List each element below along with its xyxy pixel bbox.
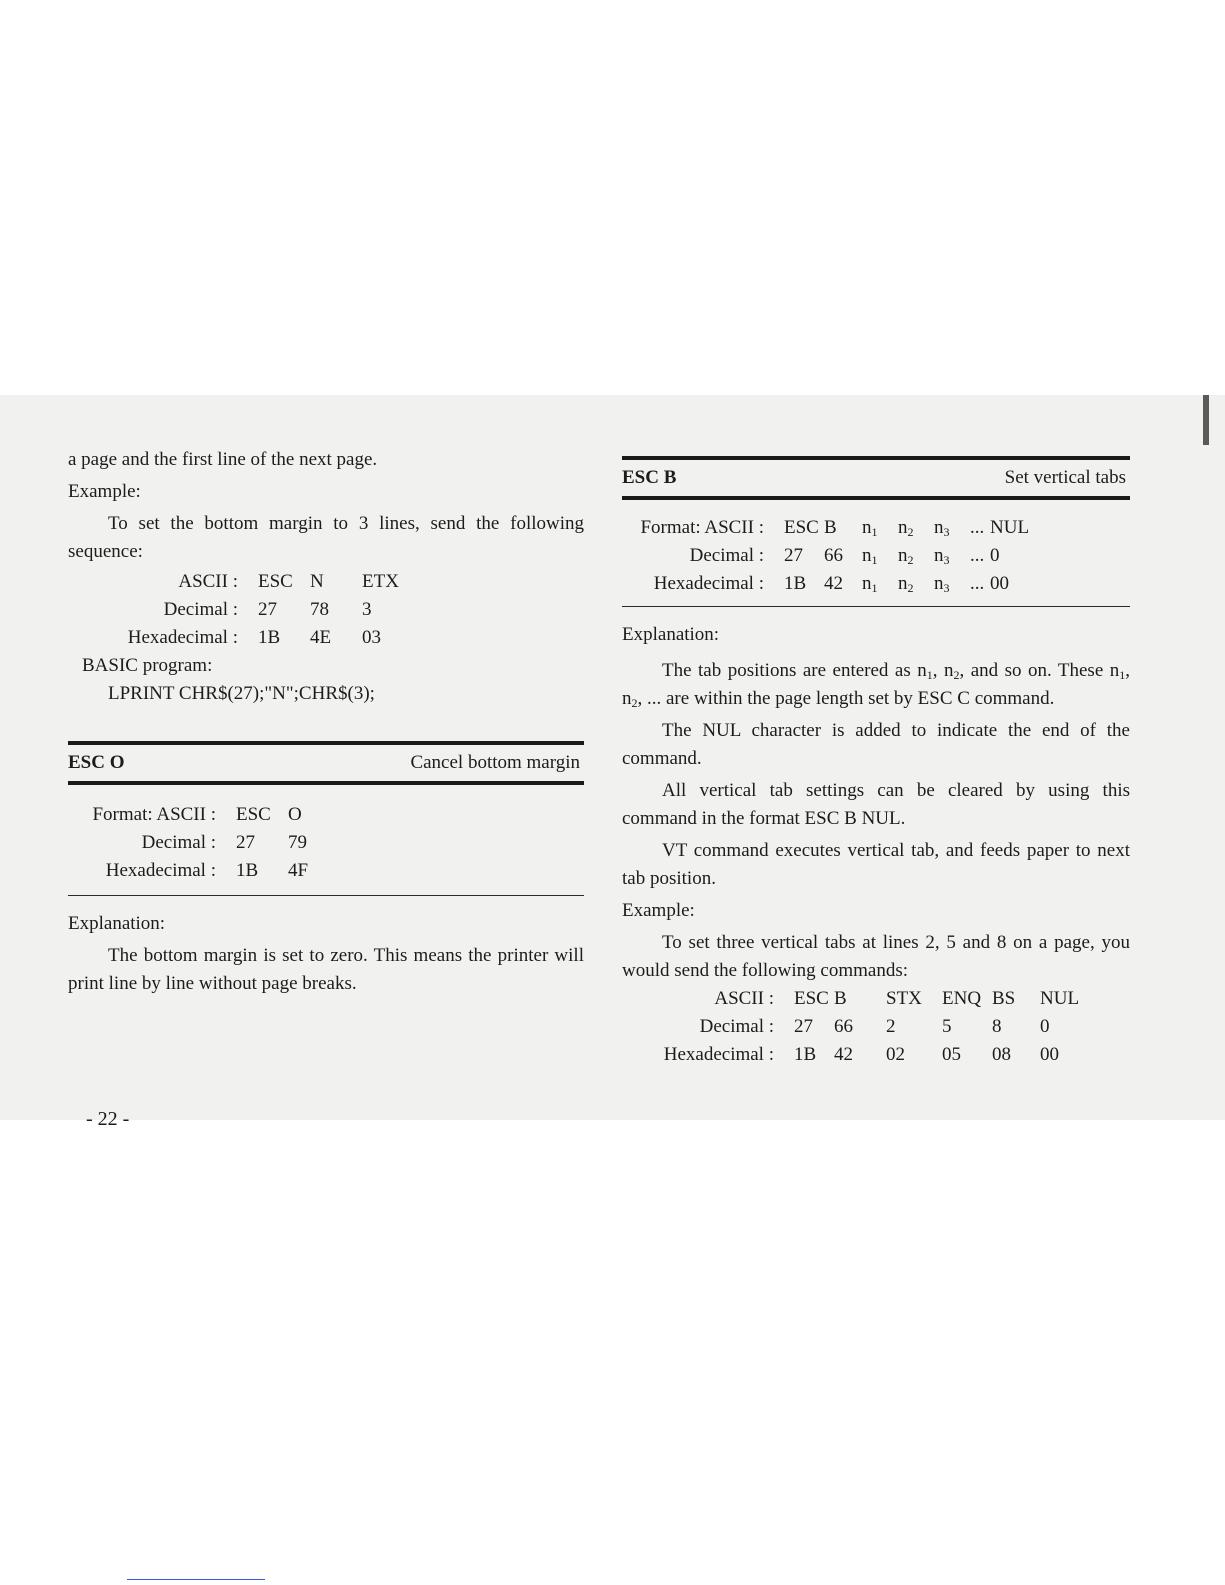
- example-text: To set the bottom margin to 3 lines, send the following sequence:: [68, 513, 584, 562]
- param-n1: $n_1$: [862, 573, 878, 595]
- right-column: [622, 446, 1130, 1069]
- row-label: Decimal :: [689, 545, 764, 566]
- row-value: NUL: [1040, 988, 1080, 1009]
- row-label: Hexadecimal :: [663, 1044, 774, 1065]
- example-row-hex: [622, 1041, 1130, 1069]
- row-label: Decimal :: [141, 832, 216, 853]
- row-value: 27: [236, 832, 255, 853]
- row-label: ASCII :: [178, 571, 238, 592]
- row-label: Hexadecimal :: [105, 860, 216, 881]
- format-row-hex: [622, 570, 1130, 598]
- row-value: STX: [886, 988, 922, 1009]
- command-name: ESC O: [68, 752, 125, 773]
- heavy-rule: [68, 781, 584, 785]
- row-tail: NUL: [990, 517, 1030, 538]
- example-row-decimal: [68, 596, 584, 624]
- command-title: Set vertical tabs: [1004, 467, 1126, 488]
- basic-code: LPRINT CHR$(27);"N";CHR$(3);: [108, 683, 375, 704]
- example-text: To set three vertical tabs at lines 2, 5 and 8 on a page, you would send the following commands:: [622, 932, 1130, 981]
- ellipsis: ...: [970, 573, 985, 594]
- example-label: Example:: [622, 900, 695, 921]
- row-value: 1B: [794, 1044, 817, 1065]
- row-value: ESC: [258, 571, 293, 592]
- row-value: O: [288, 804, 302, 825]
- row-value: 27: [794, 1016, 813, 1037]
- param-n2: $n_2$: [898, 545, 914, 567]
- row-value: N: [310, 571, 324, 592]
- explanation-para-3: All vertical tab settings can be cleared by using this command in the format ESC B NUL.: [622, 780, 1130, 829]
- row-value: 00: [1040, 1044, 1059, 1065]
- link-underline: [127, 1579, 265, 1580]
- page-number: - 22 -: [86, 1108, 130, 1130]
- format-row-decimal: [68, 829, 584, 857]
- row-value: 27: [258, 599, 277, 620]
- command-name: ESC B: [622, 467, 677, 488]
- row-label: ASCII :: [714, 988, 774, 1009]
- explanation-para-1: The tab positions are entered as $n_1$, $n_2$, and so on. These $n_1$, $n_2$, ... are within the page length set by ESC C command.: [622, 660, 1130, 710]
- row-value: 1B: [258, 627, 281, 648]
- intro-line: a page and the first line of the next page.: [68, 449, 378, 470]
- row-value: 08: [992, 1044, 1011, 1065]
- param-n3: $n_3$: [934, 545, 950, 567]
- row-value: 05: [942, 1044, 961, 1065]
- row-value: 66: [824, 545, 843, 566]
- explanation-text: The bottom margin is set to zero. This means the printer will print line by line without page breaks.: [68, 945, 584, 994]
- row-label: Hexadecimal :: [653, 573, 764, 594]
- param-n3: $n_3$: [934, 517, 950, 539]
- left-column: [68, 446, 584, 998]
- row-value: 42: [834, 1044, 853, 1065]
- row-value: 02: [886, 1044, 905, 1065]
- explanation-para-2: The NUL character is added to indicate the end of the command.: [622, 720, 1130, 769]
- row-value: 4F: [288, 860, 309, 881]
- row-value: ESC: [236, 804, 271, 825]
- explanation-para-4: VT command executes vertical tab, and feeds paper to next tab position.: [622, 840, 1130, 889]
- row-value: B: [824, 517, 837, 538]
- row-value: 79: [288, 832, 307, 853]
- param-n1: $n_1$: [862, 517, 878, 539]
- row-value: B: [834, 988, 847, 1009]
- format-row-hex: [68, 857, 584, 885]
- row-value: 27: [784, 545, 803, 566]
- thin-rule: [68, 895, 584, 896]
- format-row-decimal: [622, 542, 1130, 570]
- explanation-label: Explanation:: [68, 913, 166, 934]
- row-value: ENQ: [942, 988, 982, 1009]
- command-title: Cancel bottom margin: [410, 752, 580, 773]
- row-value: 3: [362, 599, 372, 620]
- row-value: 2: [886, 1016, 896, 1037]
- row-value: 5: [942, 1016, 952, 1037]
- row-value: BS: [992, 988, 1016, 1009]
- param-n2: $n_2$: [898, 573, 914, 595]
- ellipsis: ...: [970, 517, 985, 538]
- example-row-decimal: [622, 1013, 1130, 1041]
- command-header-esc-b: [622, 460, 1130, 496]
- row-tail: 00: [990, 573, 1009, 594]
- command-header-esc-o: [68, 745, 584, 781]
- row-value: 1B: [784, 573, 807, 594]
- explanation-label: Explanation:: [622, 624, 720, 645]
- example-row-hex: [68, 624, 584, 652]
- row-value: 78: [310, 599, 329, 620]
- example-row-ascii: [68, 568, 584, 596]
- row-value: 1B: [236, 860, 259, 881]
- row-value: 8: [992, 1016, 1002, 1037]
- param-n2: $n_2$: [898, 517, 914, 539]
- example-row-ascii: [622, 985, 1130, 1013]
- row-tail: 0: [990, 545, 1000, 566]
- example-label: Example:: [68, 481, 141, 502]
- row-label: Format: ASCII :: [92, 804, 216, 825]
- ellipsis: ...: [970, 545, 985, 566]
- row-label: Format: ASCII :: [640, 517, 764, 538]
- format-row-ascii: [68, 801, 584, 829]
- param-n3: $n_3$: [934, 573, 950, 595]
- row-label: Decimal :: [163, 599, 238, 620]
- row-value: 03: [362, 627, 381, 648]
- row-value: ESC: [794, 988, 829, 1009]
- heavy-rule: [622, 496, 1130, 500]
- row-value: 0: [1040, 1016, 1050, 1037]
- row-value: ETX: [362, 571, 399, 592]
- format-row-ascii: [622, 514, 1130, 542]
- row-value: 42: [824, 573, 843, 594]
- row-label: Decimal :: [699, 1016, 774, 1037]
- row-value: 66: [834, 1016, 853, 1037]
- row-value: ESC: [784, 517, 819, 538]
- row-label: Hexadecimal :: [127, 627, 238, 648]
- thin-rule: [622, 606, 1130, 607]
- scan-edge-mark: [1203, 395, 1209, 445]
- param-n1: $n_1$: [862, 545, 878, 567]
- basic-label: BASIC program:: [82, 655, 213, 676]
- row-value: 4E: [310, 627, 332, 648]
